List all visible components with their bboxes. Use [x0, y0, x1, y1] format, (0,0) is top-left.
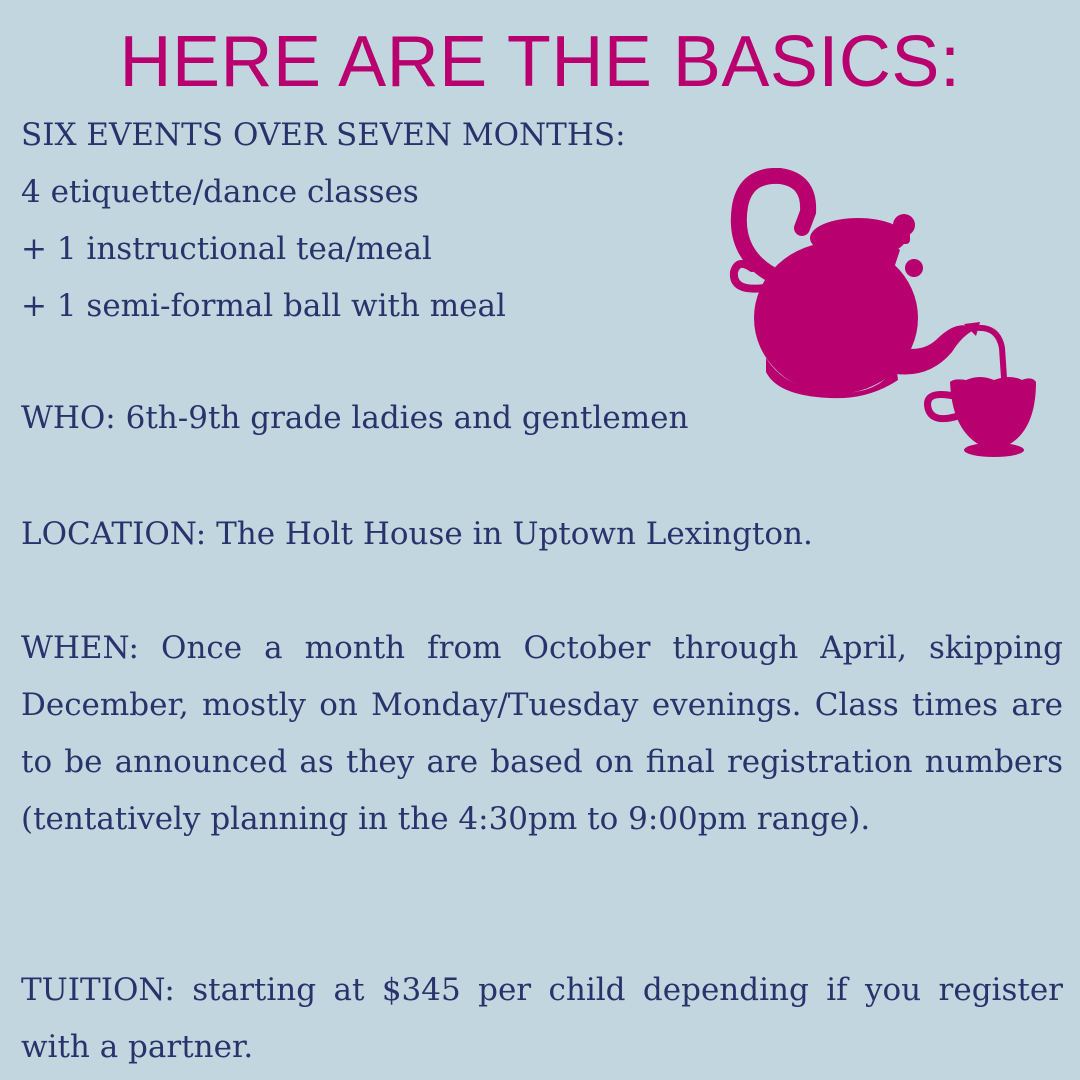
- teapot-rim-bump-shape: [905, 259, 923, 277]
- teapot-pouring-into-teacup-icon: [718, 168, 1058, 458]
- events-heading: SIX EVENTS OVER SEVEN MONTHS:: [21, 117, 626, 153]
- teacup-saucer-shape: [964, 443, 1024, 457]
- tuition-paragraph: TUITION: starting at $345 per child depending if you register with a partner.: [21, 972, 1063, 1065]
- location-paragraph: LOCATION: The Holt House in Uptown Lexington.: [21, 516, 813, 552]
- pour-stream-shape: [976, 328, 1004, 378]
- teacup-bowl-shape: [950, 377, 1036, 444]
- who-paragraph: WHO: 6th-9th grade ladies and gentlemen: [21, 400, 689, 436]
- when-paragraph: WHEN: Once a month from October through April, skipping December, mostly on Monday/Tuesday evenings. Class times are to be announced as they are based on final registration numbers (tentatively planning in the 4:30pm to 9:00pm range).: [21, 630, 1063, 837]
- page-title: HERE ARE THE BASICS:: [119, 22, 961, 102]
- events-item-tea: + 1 instructional tea/meal: [21, 231, 432, 267]
- teapot-knob-stem-shape: [898, 230, 910, 244]
- events-item-classes: 4 etiquette/dance classes: [21, 174, 419, 210]
- events-item-ball: + 1 semi-formal ball with meal: [21, 288, 506, 324]
